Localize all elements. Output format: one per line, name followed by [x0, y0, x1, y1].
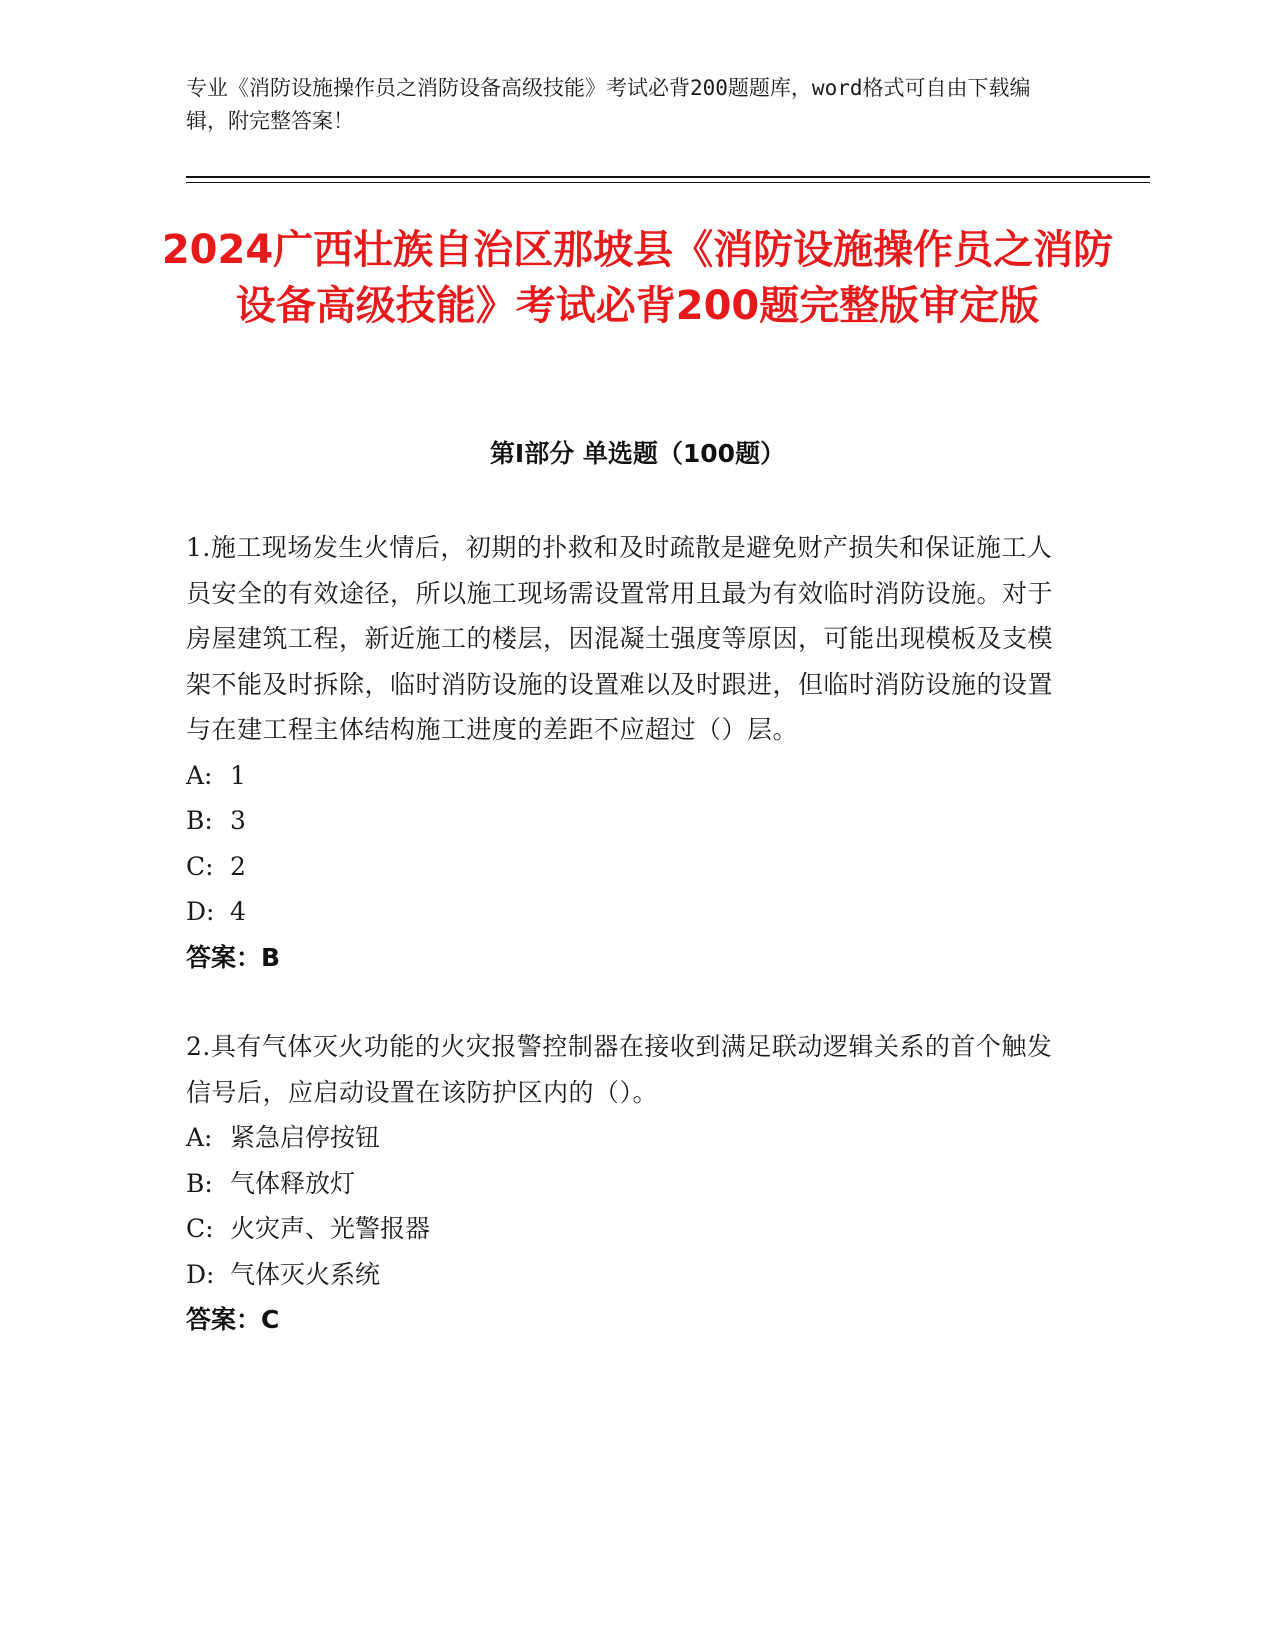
option-c	[186, 844, 1056, 890]
option-key: B:	[186, 1168, 213, 1198]
option-d	[186, 1252, 1056, 1298]
document-title: 2024广西壮族自治区那坡县《消防设施操作员之消防设备高级技能》考试必背200题完整版审定版	[161, 227, 1114, 329]
option-key: B:	[186, 806, 213, 835]
option-key: C:	[186, 851, 214, 881]
option-text: 1	[230, 760, 246, 790]
option-key: A:	[186, 1123, 213, 1152]
question-1	[186, 525, 1056, 980]
option-a	[186, 1115, 1056, 1161]
question-list	[186, 525, 1056, 1387]
option-text: 3	[230, 806, 246, 835]
option-key: C:	[186, 1214, 214, 1243]
option-text: 气体灭火系统	[230, 1259, 381, 1289]
option-key: D:	[186, 897, 215, 926]
header-note: 专业《消防设施操作员之消防设备高级技能》考试必背200题题库，word格式可自由下载编辑，附完整答案！	[186, 76, 1031, 133]
option-text: 火灾声、光警报器	[230, 1214, 431, 1243]
option-text: 紧急启停按钮	[230, 1123, 381, 1152]
option-text: 4	[230, 897, 246, 926]
option-key: A:	[186, 760, 213, 790]
header-divider-thin	[186, 182, 1150, 183]
question-answer: 答案：B	[186, 942, 281, 972]
question-2	[186, 1024, 1056, 1343]
option-c	[186, 1206, 1056, 1252]
section-title: 第I部分 单选题（100题）	[489, 439, 786, 468]
option-text: 气体释放灯	[230, 1168, 356, 1198]
option-b	[186, 1161, 1056, 1207]
question-stem: 2.具有气体灭火功能的火灾报警控制器在接收到满足联动逻辑关系的首个触发信号后，应启动设置在该防护区内的（）。	[186, 1032, 1053, 1107]
option-a	[186, 753, 1056, 799]
header-divider	[186, 176, 1150, 178]
question-answer: 答案：C	[186, 1305, 280, 1334]
option-key: D:	[186, 1259, 215, 1289]
option-b	[186, 798, 1056, 844]
option-d	[186, 889, 1056, 935]
option-text: 2	[230, 851, 246, 881]
question-stem: 1.施工现场发生火情后，初期的扑救和及时疏散是避免财产损失和保证施工人员安全的有效途径，所以施工现场需设置常用且最为有效临时消防设施。对于房屋建筑工程，新近施工的楼层，因混凝土强度等原因，可能出现模板及支模架不能及时拆除，临时消防设施的设置难以及时跟进，但临时消防设施的设置与在建工程主体结构施工进度的差距不应超过（）层。	[186, 533, 1054, 744]
